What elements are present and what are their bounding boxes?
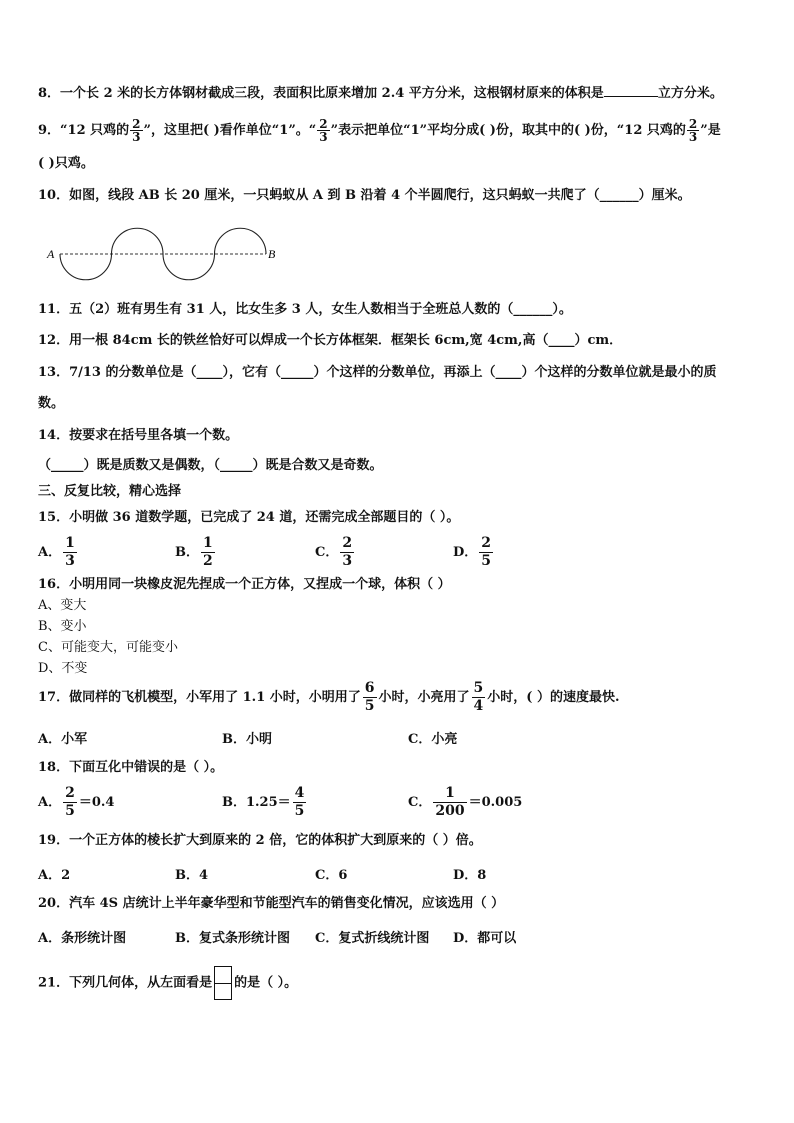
q17-text: 17．做同样的飞机模型，小军用了 1.1 小时，小明用了 $\frac{6}{5}$ 小时，小亮用了 $\frac{5}{4}$ 小时，( ）的速度最快. (38, 680, 620, 714)
section3-title: 三、反复比较，精心选择 (38, 484, 182, 499)
q8-answer-blank[interactable] (604, 84, 658, 97)
q9-fraction-2: $\frac{2}{3}$ (319, 117, 328, 144)
q16-option-a[interactable]: A、变大 (38, 598, 87, 613)
q15-option-a[interactable]: A． $\frac{1}{3}$ (38, 535, 75, 569)
q15-option-c[interactable]: C． $\frac{2}{3}$ (315, 535, 353, 569)
q20-option-a[interactable]: A．条形统计图 (38, 931, 127, 946)
q17-option-b[interactable]: B．小明 (222, 732, 272, 747)
q9-fraction-1: $\frac{2}{3}$ (132, 117, 141, 144)
q9-part3: ”表示把单位“1”平均分成( )份，取其中的( )份，“12 只鸡的 (330, 123, 686, 138)
q10-label-b: B (268, 247, 276, 261)
q13-line1: 13．7/13 的分数单位是（____），它有（_____）个这样的分数单位，再添上（____）个这样的分数单位就是最小的质 (38, 365, 717, 380)
q18-option-a[interactable]: A． $\frac{2}{5}$ ＝0.4 (38, 785, 115, 819)
q10-semicircle-1 (60, 254, 112, 280)
q8 (38, 84, 723, 102)
q18-option-c[interactable]: C． $\frac{1}{200}$ ＝0.005 (408, 785, 523, 819)
q19-option-c[interactable]: C．6 (315, 868, 348, 883)
q16-option-c[interactable]: C、可能变大，可能变小 (38, 640, 178, 655)
q15-text: 15．小明做 36 道数学题，已完成了 24 道，还需完成全部题目的（ ）。 (38, 510, 460, 525)
q18-text: 18．下面互化中错误的是（ ）。 (38, 760, 224, 775)
q20-text: 20．汽车 4S 店统计上半年豪华型和节能型汽车的销售变化情况，应该选用（ ） (38, 896, 505, 911)
q15-option-d[interactable]: D． $\frac{2}{5}$ (453, 535, 492, 569)
q10-semicircle-3 (163, 254, 215, 280)
q16-option-b[interactable]: B、变小 (38, 619, 87, 634)
q10-semicircle-figure (40, 222, 290, 282)
q19-option-a[interactable]: A．2 (38, 868, 71, 883)
q19-option-d[interactable]: D．8 (453, 868, 487, 883)
q17-fraction-1: $\frac{6}{5}$ (364, 680, 375, 714)
q16-option-d[interactable]: D、不变 (38, 661, 88, 676)
q15-option-b[interactable]: B． $\frac{1}{2}$ (175, 535, 213, 569)
q10-semicircle-2 (112, 228, 164, 254)
q18-option-b[interactable]: B．1.25＝ $\frac{4}{5}$ (222, 785, 305, 819)
q10-semicircle-4 (215, 228, 267, 254)
q16-text: 16．小明用同一块橡皮泥先捏成一个正方体，又捏成一个球，体积（ ） (38, 577, 451, 592)
q9-part1: 9．“12 只鸡的 (38, 123, 130, 138)
q19-option-b[interactable]: B．4 (175, 868, 209, 883)
stacked-squares-icon (214, 966, 232, 1000)
q17-fraction-2: $\frac{5}{4}$ (473, 680, 484, 714)
q9-part2: ”，这里把( )看作单位“1”。“ (143, 123, 317, 138)
q20-option-d[interactable]: D．都可以 (453, 931, 517, 946)
q20-option-c[interactable]: C．复式折线统计图 (315, 931, 430, 946)
q10-label-a: A (47, 247, 55, 261)
q21-text: 21．下列几何体，从左面看是 的是（ ）。 (38, 966, 297, 1001)
q14-line1: 14．按要求在括号里各填一个数。 (38, 428, 239, 443)
q14-line2: （_____）既是质数又是偶数，（_____）既是合数又是奇数。 (38, 458, 383, 473)
q12-text: 12．用一根 84cm 长的铁丝恰好可以焊成一个长方体框架．框架长 6cm,宽 4cm,高（____）cm． (38, 333, 623, 348)
q10-text: 10．如图，线段 AB 长 20 厘米，一只蚂蚁从 A 到 B 沿着 4 个半圆爬行，这只蚂蚁一共爬了（______）厘米。 (38, 188, 691, 203)
q17-option-c[interactable]: C．小亮 (408, 732, 458, 747)
q9-fraction-3: $\frac{2}{3}$ (688, 117, 698, 144)
q13-line2: 数。 (38, 396, 65, 411)
q20-option-b[interactable]: B．复式条形统计图 (175, 931, 290, 946)
q19-text: 19．一个正方体的棱长扩大到原来的 2 倍，它的体积扩大到原来的（ ）倍。 (38, 833, 482, 848)
q9-line2: ( )只鸡。 (38, 156, 94, 171)
q8-text: 8．一个长 2 米的长方体钢材截成三段，表面积比原来增加 2.4 平方分米，这根钢材原来的体积是 (38, 86, 604, 101)
q8-unit: 立方分米。 (657, 86, 723, 101)
q9-part4: ”是 (700, 123, 721, 138)
q9-line1 (38, 118, 721, 143)
q11-text: 11．五（2）班有男生有 31 人，比女生多 3 人，女生人数相当于全班总人数的（______）。 (38, 302, 572, 317)
q17-option-a[interactable]: A．小军 (38, 732, 88, 747)
